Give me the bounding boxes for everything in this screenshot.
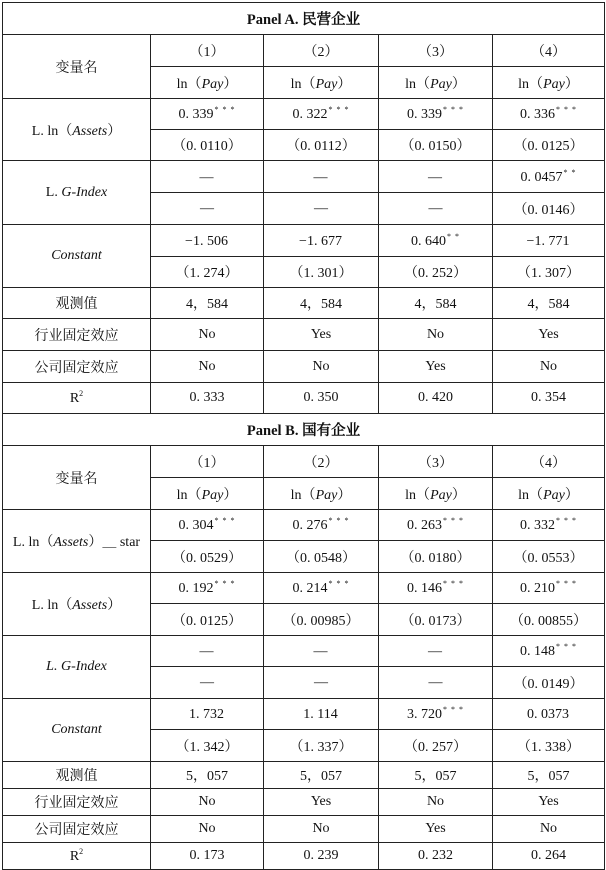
- panel-a-firm-fe-1: No: [151, 351, 264, 383]
- panel-b-star-label: L. ln（Assets）＿ star: [3, 510, 151, 573]
- panel-b-obs-2: 5，057: [264, 762, 379, 789]
- panel-b-const-se-4: （1. 338）: [493, 730, 605, 762]
- panel-a-r2-3: 0. 420: [379, 383, 493, 414]
- panel-b-ind-fe-2: Yes: [264, 789, 379, 816]
- panel-a-title: Panel A. 民营企业: [3, 3, 605, 35]
- panel-a-gindex-se-4: （0. 0146）: [493, 193, 605, 225]
- panel-b-obs-4: 5，057: [493, 762, 605, 789]
- panel-a-ind-fe-1: No: [151, 319, 264, 351]
- panel-a-const-coef-row: [3, 225, 605, 257]
- panel-a-firm-fe-3: Yes: [379, 351, 493, 383]
- panel-b-gindex-se-4: （0. 0149）: [493, 667, 605, 699]
- panel-b-assets-coef-3: 0. 146* * *: [379, 573, 493, 604]
- panel-a-const-coef-1: −1. 506: [151, 225, 264, 257]
- panel-b-depvar-3: ln（Pay）: [379, 478, 493, 510]
- panel-b-gindex-se-1: —: [151, 667, 264, 699]
- panel-a-assets-coef-4: 0. 336* * *: [493, 99, 605, 130]
- panel-a-const-coef-4: −1. 771: [493, 225, 605, 257]
- panel-a-gindex-se-2: —: [264, 193, 379, 225]
- panel-a-obs-row: [3, 288, 605, 319]
- panel-b-assets-se-2: （0. 00985）: [264, 604, 379, 636]
- panel-b-firm-fe-3: Yes: [379, 816, 493, 843]
- panel-a-const-coef-3: 0. 640* *: [379, 225, 493, 257]
- panel-b-firm-fe-row: [3, 816, 605, 843]
- panel-b-assets-coef-row: [3, 573, 605, 604]
- panel-b-r2-4: 0. 264: [493, 843, 605, 870]
- panel-b-firm-fe-1: No: [151, 816, 264, 843]
- panel-b-star-se-1: （0. 0529）: [151, 541, 264, 573]
- panel-b-var-header: 变量名: [3, 446, 151, 510]
- panel-b-colnum-row: [3, 446, 605, 478]
- panel-a-obs-4: 4，584: [493, 288, 605, 319]
- panel-b-assets-se-1: （0. 0125）: [151, 604, 264, 636]
- panel-b-title: Panel B. 国有企业: [3, 414, 605, 446]
- panel-b-gindex-se-3: —: [379, 667, 493, 699]
- panel-b-const-se-1: （1. 342）: [151, 730, 264, 762]
- panel-a-assets-coef-row: [3, 99, 605, 130]
- panel-b-firm-fe-4: No: [493, 816, 605, 843]
- panel-a-assets-se-3: （0. 0150）: [379, 130, 493, 161]
- panel-b-ind-fe-row: [3, 789, 605, 816]
- panel-b-const-coef-2: 1. 114: [264, 699, 379, 730]
- panel-a-colnum-4: （4）: [493, 35, 605, 67]
- panel-a-assets-se-1: （0. 0110）: [151, 130, 264, 161]
- panel-b-assets-coef-1: 0. 192* * *: [151, 573, 264, 604]
- panel-b-colnum-3: （3）: [379, 446, 493, 478]
- panel-b-star-se-3: （0. 0180）: [379, 541, 493, 573]
- panel-b-ind-fe-3: No: [379, 789, 493, 816]
- panel-a-colnum-row: [3, 35, 605, 67]
- panel-b-ind-fe-1: No: [151, 789, 264, 816]
- panel-a-assets-label: L. ln（Assets）: [3, 99, 151, 161]
- panel-a-gindex-se-3: —: [379, 193, 493, 225]
- panel-a-ind-fe-4: Yes: [493, 319, 605, 351]
- panel-a-obs-2: 4，584: [264, 288, 379, 319]
- panel-b-star-se-2: （0. 0548）: [264, 541, 379, 573]
- panel-a-firm-fe-4: No: [493, 351, 605, 383]
- panel-a-firm-fe-row: [3, 351, 605, 383]
- panel-b-r2-label: $R^2$: [3, 843, 151, 870]
- panel-b-assets-coef-4: 0. 210* * *: [493, 573, 605, 604]
- panel-b-depvar-2: ln（Pay）: [264, 478, 379, 510]
- panel-b-star-se-4: （0. 0553）: [493, 541, 605, 573]
- panel-a-var-header: 变量名: [3, 35, 151, 99]
- panel-b-const-coef-row: [3, 699, 605, 730]
- panel-b-gindex-se-2: —: [264, 667, 379, 699]
- regression-table-container: [2, 2, 605, 870]
- panel-a-depvar-2: ln（Pay）: [264, 67, 379, 99]
- panel-a-colnum-1: （1）: [151, 35, 264, 67]
- panel-a-ind-fe-2: Yes: [264, 319, 379, 351]
- panel-a-colnum-3: （3）: [379, 35, 493, 67]
- panel-a-depvar-3: ln（Pay）: [379, 67, 493, 99]
- panel-b-gindex-coef-1: —: [151, 636, 264, 667]
- regression-table: [2, 2, 605, 870]
- panel-a-depvar-4: ln（Pay）: [493, 67, 605, 99]
- panel-a-r2-1: 0. 333: [151, 383, 264, 414]
- panel-a-obs-3: 4，584: [379, 288, 493, 319]
- panel-a-ind-fe-label: 行业固定效应: [3, 319, 151, 351]
- panel-b-title-row: [3, 414, 605, 446]
- panel-b-colnum-1: （1）: [151, 446, 264, 478]
- panel-a-obs-1: 4，584: [151, 288, 264, 319]
- panel-b-gindex-coef-4: 0. 148* * *: [493, 636, 605, 667]
- panel-b-assets-se-3: （0. 0173）: [379, 604, 493, 636]
- panel-a-firm-fe-2: No: [264, 351, 379, 383]
- panel-b-depvar-4: ln（Pay）: [493, 478, 605, 510]
- panel-b-star-coef-1: 0. 304* * *: [151, 510, 264, 541]
- panel-b-const-coef-3: 3. 720* * *: [379, 699, 493, 730]
- panel-b-const-label: Constant: [3, 699, 151, 762]
- panel-a-assets-se-2: （0. 0112）: [264, 130, 379, 161]
- panel-a-ind-fe-3: No: [379, 319, 493, 351]
- panel-a-gindex-coef-row: [3, 161, 605, 193]
- panel-b-assets-coef-2: 0. 214* * *: [264, 573, 379, 604]
- panel-b-colnum-2: （2）: [264, 446, 379, 478]
- panel-b-r2-3: 0. 232: [379, 843, 493, 870]
- panel-a-r2-label: $R^2$: [3, 383, 151, 414]
- panel-b-assets-se-4: （0. 00855）: [493, 604, 605, 636]
- panel-b-assets-label: L. ln（Assets）: [3, 573, 151, 636]
- panel-b-const-se-2: （1. 337）: [264, 730, 379, 762]
- panel-a-gindex-se-1: —: [151, 193, 264, 225]
- panel-a-const-coef-2: −1. 677: [264, 225, 379, 257]
- panel-a-assets-coef-3: 0. 339* * *: [379, 99, 493, 130]
- panel-b-gindex-coef-row: [3, 636, 605, 667]
- panel-a-depvar-1: ln（Pay）: [151, 67, 264, 99]
- panel-b-const-se-3: （0. 257）: [379, 730, 493, 762]
- panel-a-ind-fe-row: [3, 319, 605, 351]
- panel-a-firm-fe-label: 公司固定效应: [3, 351, 151, 383]
- panel-a-r2-4: 0. 354: [493, 383, 605, 414]
- panel-a-const-se-1: （1. 274）: [151, 257, 264, 288]
- panel-b-star-coef-row: [3, 510, 605, 541]
- panel-b-gindex-label: L. G-Index: [3, 636, 151, 699]
- panel-a-const-se-2: （1. 301）: [264, 257, 379, 288]
- panel-a-const-label: Constant: [3, 225, 151, 288]
- panel-a-obs-label: 观测值: [3, 288, 151, 319]
- panel-b-ind-fe-label: 行业固定效应: [3, 789, 151, 816]
- panel-b-obs-row: [3, 762, 605, 789]
- panel-b-firm-fe-2: No: [264, 816, 379, 843]
- panel-b-star-coef-4: 0. 332* * *: [493, 510, 605, 541]
- panel-a-assets-coef-1: 0. 339* * *: [151, 99, 264, 130]
- panel-a-gindex-coef-3: —: [379, 161, 493, 193]
- panel-b-obs-label: 观测值: [3, 762, 151, 789]
- panel-a-gindex-coef-1: —: [151, 161, 264, 193]
- panel-b-firm-fe-label: 公司固定效应: [3, 816, 151, 843]
- panel-b-star-coef-2: 0. 276* * *: [264, 510, 379, 541]
- panel-b-r2-1: 0. 173: [151, 843, 264, 870]
- panel-a-gindex-coef-4: 0. 0457* *: [493, 161, 605, 193]
- panel-b-r2-2: 0. 239: [264, 843, 379, 870]
- panel-a-gindex-coef-2: —: [264, 161, 379, 193]
- panel-a-title-row: [3, 3, 605, 35]
- panel-a-r2-row: [3, 383, 605, 414]
- panel-b-const-coef-4: 0. 0373: [493, 699, 605, 730]
- panel-a-assets-coef-2: 0. 322* * *: [264, 99, 379, 130]
- panel-a-const-se-4: （1. 307）: [493, 257, 605, 288]
- panel-b-obs-1: 5，057: [151, 762, 264, 789]
- panel-b-depvar-1: ln（Pay）: [151, 478, 264, 510]
- panel-b-gindex-coef-3: —: [379, 636, 493, 667]
- panel-b-obs-3: 5，057: [379, 762, 493, 789]
- panel-b-gindex-coef-2: —: [264, 636, 379, 667]
- panel-b-star-coef-3: 0. 263* * *: [379, 510, 493, 541]
- panel-b-r2-row: [3, 843, 605, 870]
- panel-a-r2-2: 0. 350: [264, 383, 379, 414]
- panel-a-const-se-3: （0. 252）: [379, 257, 493, 288]
- panel-b-ind-fe-4: Yes: [493, 789, 605, 816]
- panel-b-const-coef-1: 1. 732: [151, 699, 264, 730]
- panel-a-colnum-2: （2）: [264, 35, 379, 67]
- panel-a-assets-se-4: （0. 0125）: [493, 130, 605, 161]
- panel-b-colnum-4: （4）: [493, 446, 605, 478]
- panel-a-gindex-label: L. G-Index: [3, 161, 151, 225]
